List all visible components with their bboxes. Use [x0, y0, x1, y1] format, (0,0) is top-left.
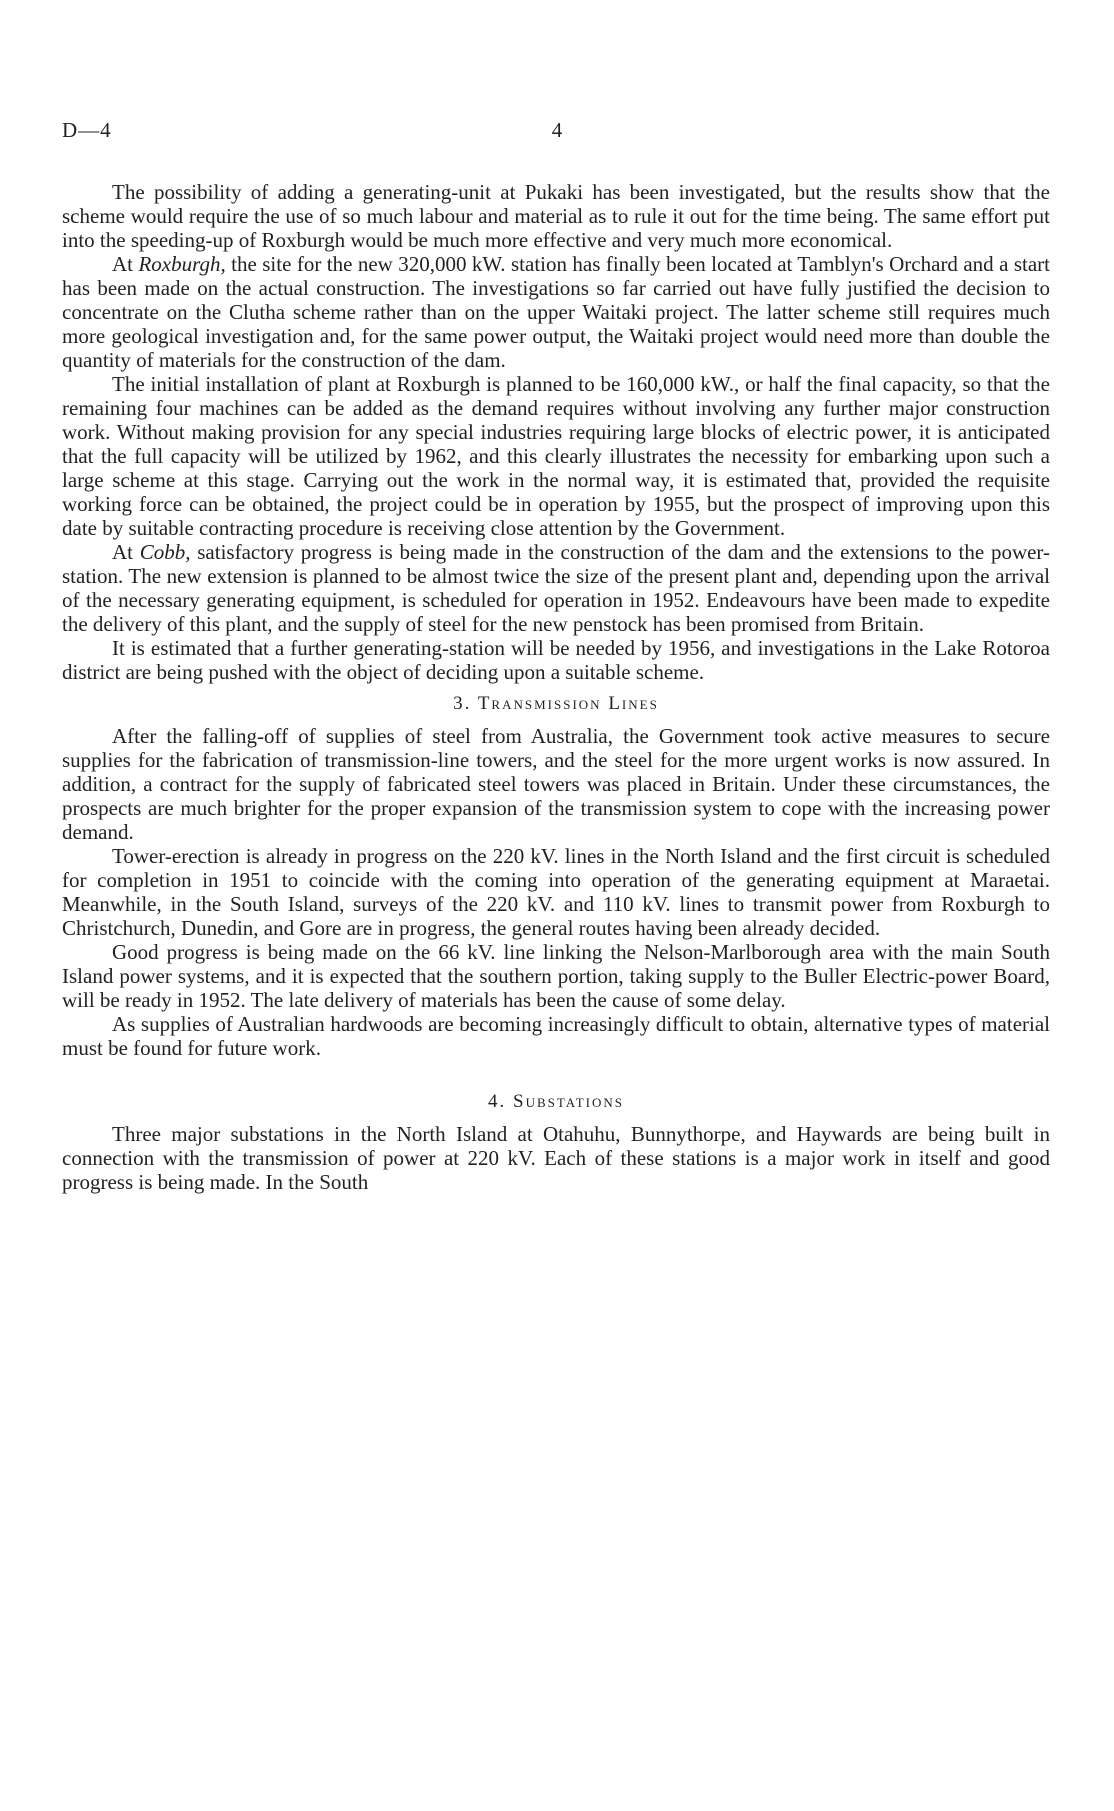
place-name: Cobb, — [139, 540, 191, 564]
paragraph: The possibility of adding a generating-unit at Pukaki has been investigated, but the results show that the scheme would require the use of so much labour and material as to rule it out for the time being. The same effort put into the speeding-up of Roxburgh would be much more effective and very much more economical. — [62, 180, 1050, 252]
document-body — [62, 180, 1050, 1194]
paragraph: At Cobb, satisfactory progress is being made in the construction of the dam and the extensions to the power-station. The new extension is planned to be almost twice the size of the present plant and, depending upon the arrival of the necessary generating equipment, is scheduled for operation in 1952. Endeavours have been made to expedite the delivery of this plant, and the supply of steel for the new penstock has been promised from Britain. — [62, 540, 1050, 636]
paragraph: It is estimated that a further generating-station will be needed by 1956, and investigations in the Lake Rotoroa district are being pushed with the object of deciding upon a suitable scheme. — [62, 636, 1050, 684]
page-number: 4 — [551, 118, 563, 142]
paragraph: At Roxburgh, the site for the new 320,000 kW. station has finally been located at Tamblyn's Orchard and a start has been made on the actual construction. The investigations so far carried out have fully justified the decision to concentrate on the Clutha scheme rather than on the upper Waitaki project. The latter scheme still requires much more geological investigation and, for the same power output, the Waitaki project would need more than double the quantity of materials for the construction of the dam. — [62, 252, 1051, 372]
paragraph: Good progress is being made on the 66 kV. line linking the Nelson-Marlborough area with the main South Island power systems, and it is expected that the southern portion, taking supply to the Buller Electric-power Board, will be ready in 1952. The late delivery of materials has been the cause of some delay. — [62, 940, 1050, 1012]
paragraph: The initial installation of plant at Roxburgh is planned to be 160,000 kW., or half the final capacity, so that the remaining four machines can be added as the demand requires without involving any further major construction work. Without making provision for any special industries requiring large blocks of electric power, it is anticipated that the full capacity will be utilized by 1962, and this clearly illustrates the necessity for embarking upon such a large scheme at this stage. Carrying out the work in the normal way, it is estimated that, provided the requisite working force can be obtained, the project could be in operation by 1955, but the prospect of improving upon this date by suitable contracting procedure is receiving close attention by the Government. — [62, 372, 1050, 540]
document-reference: D—4 — [62, 118, 112, 142]
place-name: Roxburgh, — [138, 252, 226, 276]
paragraph: After the falling-off of supplies of steel from Australia, the Government took active measures to secure supplies for the fabrication of transmission-line towers, and the steel for the more urgent works is now assured. In addition, a contract for the supply of fabricated steel towers was placed in Britain. Under these circumstances, the prospects are much brighter for the proper expansion of the transmission system to cope with the increasing power demand. — [62, 724, 1050, 844]
paragraph: Tower-erection is already in progress on the 220 kV. lines in the North Island and the first circuit is scheduled for completion in 1951 to coincide with the coming into operation of the generating equipment at Maraetai. Meanwhile, in the South Island, surveys of the 220 kV. and 110 kV. lines to transmit power from Roxburgh to Christchurch, Dunedin, and Gore are in progress, the general routes having been already decided. — [62, 844, 1050, 940]
paragraph: Three major substations in the North Island at Otahuhu, Bunnythorpe, and Haywards are being built in connection with the transmission of power at 220 kV. Each of these stations is a major work in itself and good progress is being made. In the South — [62, 1122, 1050, 1194]
section-heading: 4. Substations — [488, 1091, 624, 1112]
section-heading: 3. Transmission Lines — [453, 693, 659, 714]
page-header — [62, 118, 1052, 148]
paragraph: As supplies of Australian hardwoods are becoming increasingly difficult to obtain, alternative types of material must be found for future work. — [62, 1012, 1050, 1060]
